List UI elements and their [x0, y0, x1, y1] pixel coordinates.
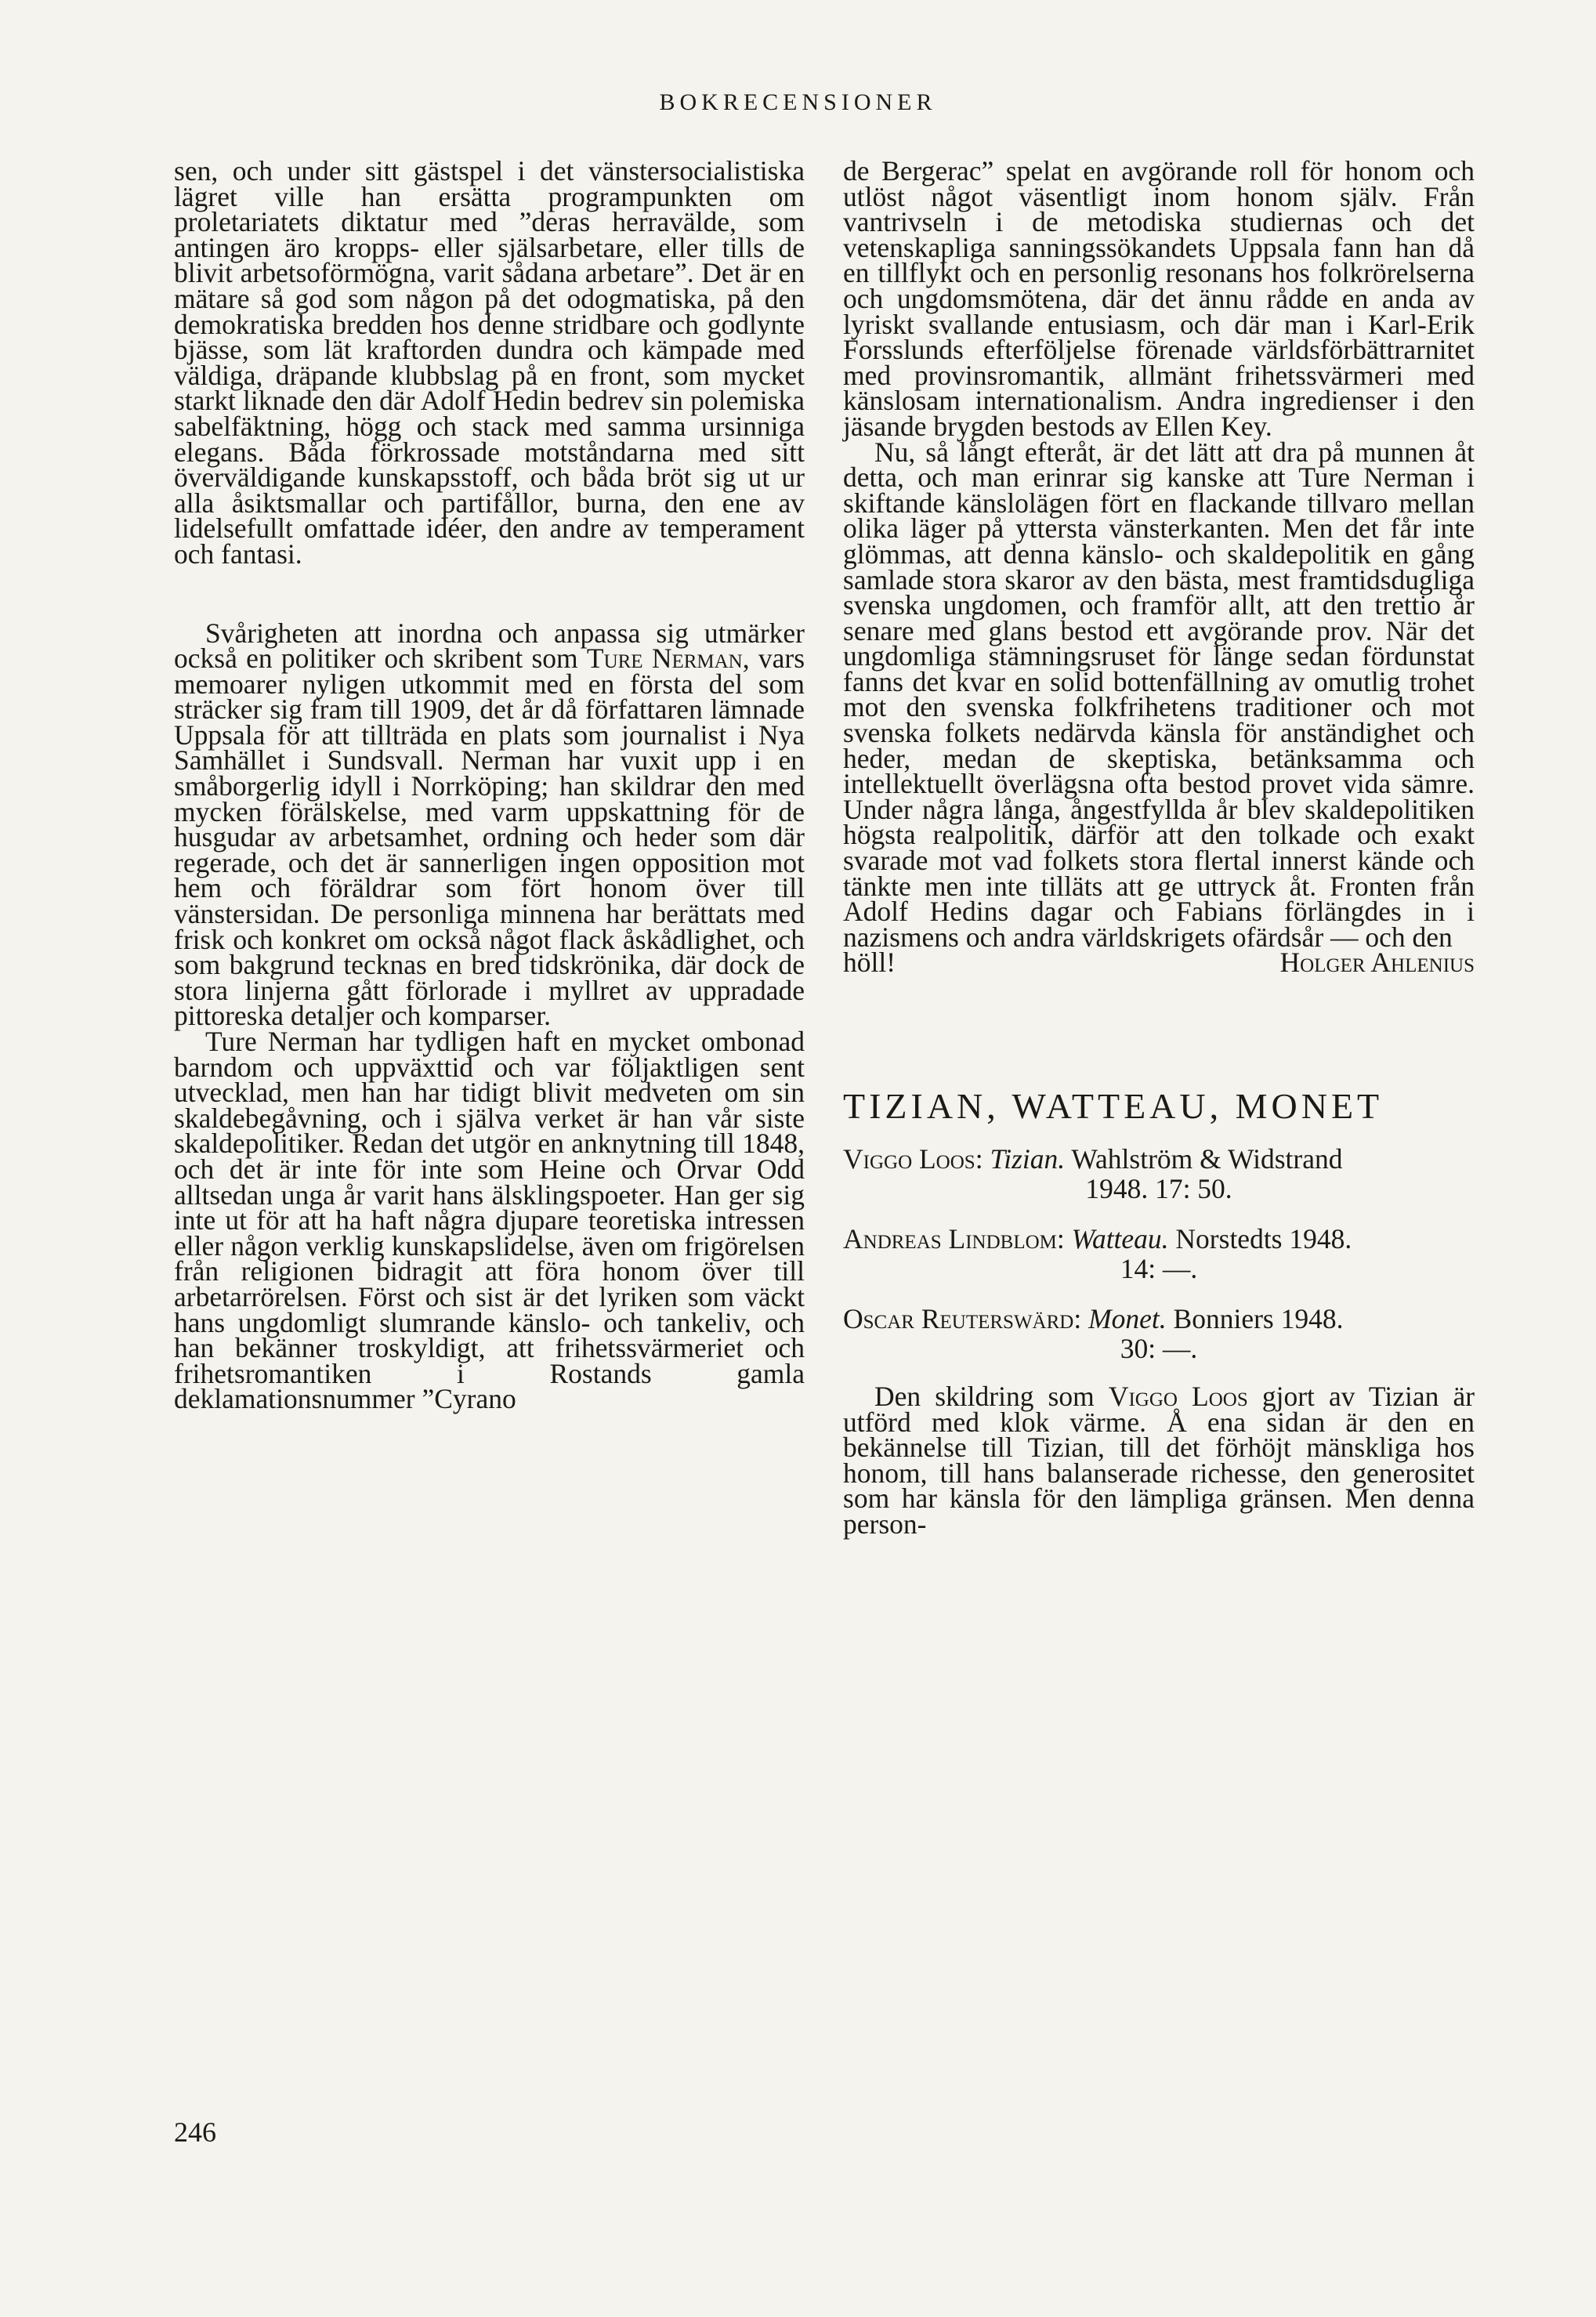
- paragraph: Ture Nerman har tydligen haft en mycket ombonad barndom och uppväxttid och var följaktligen sent utvecklad, men han har tidigt blivit medveten om sin skaldebegåvning, och i själva verket är han vår siste skaldepolitiker. Redan det utgör en anknytning till 1848, och det är inte för inte som Heine och Orvar Odd alltsedan unga år varit hans älsklingspoeter. Han ger sig inte ut för att ha haft några djupare teoretiska intressen eller någon verklig kunskapslidelse, även om frigörelsen från religionen bidragit att föra honom över till arbetarrörelsen. Först och sist är det lyriken som väckt hans ungdomligt slumrande känslo- och tankeliv, och han bekänner troskyldigt, att frihetssvärmeriet och frihetsromantiken i Rostands gamla deklamationsnummer ”Cyrano: [174, 1026, 805, 1415]
- paragraph-end: höll!: [843, 947, 896, 979]
- ref-author: Viggo Loos: [843, 1143, 975, 1175]
- paragraph: [843, 1381, 1475, 1540]
- ref-price: 1948. 17: 50.: [1085, 1173, 1232, 1204]
- ref-title: Tizian.: [990, 1143, 1066, 1175]
- signature-line: [843, 947, 1475, 979]
- paragraph: de Bergerac” spelat en avgörande roll för honom och utlöst något väsentligt inom honom själv. Från vantrivseln i de metodiska studiernas och det vetenskapliga sanningssökandets Uppsala fann han då en tillflykt och en personlig resonans hos folkrörelserna och ungdomsmötena, där det ännu rådde en anda av lyriskt svallande entusiasm, och där man i Karl-Erik Forsslunds efterföljelse förenade världsförbättrarnitet med provinsromantik, allmänt frihetssvärmeri med känslosam internationalism. Andra ingredienser i den jäsande brygden bestods av Ellen Key.: [843, 155, 1475, 442]
- paragraph: Nu, så långt efteråt, är det lätt att dra på munnen åt detta, och man erinrar sig kanske att Ture Nerman i skiftande känslolägen fört en flackande tillvaro mellan olika läger på yttersta vänsterkanten. Men det får inte glömmas, att denna känslo- och skaldepolitik en gång samlade stora skaror av den bästa, mest framtidsdugliga svenska ungdomen, och framför allt, att den trettio år senare med glans bestod ett avgörande prov. När det ungdomliga stämningsruset för länge sedan fördunstat fanns det kvar en solid bottenfällning av omutlig trohet mot den svenska folkfrihetens traditioner och mot svenska folkets nedärvda känsla för anständighet och heder, medan de skeptiska, betänksamma och intellektuellt överlägsna ofta bestod provet vida sämre. Under några långa, ångestfyllda år blev skaldepolitiken högsta realpolitik, därför att den tolkade och exakt svarade mot vad folkets stora flertal innerst kände och tänkte men inte tilläts att ge uttryck åt. Fronten från Adolf Hedins dagar och Fabians förlängdes in i nazismens och andra världskrigets ofärdsår — och den: [843, 436, 1475, 953]
- page-number: 246: [174, 2116, 216, 2148]
- ref-sep: :: [1056, 1223, 1065, 1254]
- author-name: Viggo Loos: [1108, 1381, 1248, 1412]
- paragraph-text: Svårigheten att inordna och anpassa sig utmärker också en politiker och skribent som: [174, 617, 805, 675]
- ref-publisher: Bonniers 1948.: [1173, 1303, 1344, 1334]
- ref-title: Watteau.: [1071, 1223, 1169, 1254]
- paragraph-gap: [174, 567, 805, 621]
- paragraph-text: gjort av Tizian är utförd med klok värme. Å ena sidan är den en bekännelse till Tizian, till det förhöjt mänskliga hos honom, till hans balanserade richesse, den generositet som har känsla för den lämpliga gränsen. Men denna person-: [843, 1381, 1475, 1540]
- ref-author: Andreas Lindblom: [843, 1223, 1057, 1254]
- left-column: [174, 155, 805, 1415]
- ref-author: Oscar Reuterswärd: [843, 1303, 1074, 1334]
- author-name: Ture Nerman,: [586, 643, 750, 675]
- ref-publisher: Wahlström & Widstrand: [1071, 1143, 1343, 1175]
- ref-publisher: Norstedts 1948.: [1175, 1223, 1352, 1254]
- book-reference: [843, 1144, 1475, 1204]
- paragraph: sen, och under sitt gästspel i det vänstersocialistiska lägret ville han ersätta programpunkten om proletariatets diktatur med ”deras herravälde, som antingen äro kropps- eller själsarbetare, eller tills de blivit arbetsoförmögna, varit sådana arbetare”. Det är en mätare så god som någon på det odogmatiska, på den demokratiska bredden hos denne stridbare och godlynte bjässe, som lät kraftorden dundra och kämpade med väldiga, dräpande klubbslag på en front, som mycket starkt liknade den där Adolf Hedin bedrev sin polemiska sabelfäktning, högg och stack med samma ursinniga elegans. Båda förkrossade motståndarna med sitt överväldigande kunskapsstoff, och båda bröt sig ut ur alla åsiktsmallar och partifållor, burna, den ene av lidelsefullt omfattade idéer, den andre av temperament och fantasi.: [174, 155, 805, 570]
- book-reference: [843, 1224, 1475, 1283]
- right-column: [843, 155, 1475, 1540]
- paragraph: [174, 617, 805, 1032]
- ref-sep: :: [975, 1143, 983, 1175]
- ref-price: 30: —.: [1120, 1333, 1198, 1364]
- ref-sep: :: [1073, 1303, 1082, 1334]
- section-title: TIZIAN, WATTEAU, MONET: [843, 1086, 1384, 1126]
- ref-price: 14: —.: [1120, 1253, 1198, 1284]
- review-signature: Holger Ahlenius: [1279, 947, 1475, 979]
- running-header: BOKRECENSIONER: [659, 89, 937, 115]
- book-reference: [843, 1304, 1475, 1363]
- paragraph-text: Den skildring som: [874, 1381, 1095, 1412]
- paragraph-text: vars memoarer nyligen utkommit med en första del som sträcker sig fram till 1909, det år då författaren lämnade Uppsala för att tillträda en plats som journalist i Nya Samhället i Sundsvall. Nerman har vuxit upp i en småborgerlig idyll i Norrköping; han skildrar den med mycken förälskelse, med varm uppskattning för de husgudar av arbetsamhet, ordning och heder som där regerade, och det är sannerligen ingen opposition mot hem och föräldrar som fört honom över till vänstersidan. De personliga minnena har berättats med frisk och konkret om också något flack åskådlighet, och som bakgrund tecknas en bred tidskrönika, där dock de stora linjerna gått förlorade i myllret av uppradade pittoreska detaljer och komparser.: [174, 643, 805, 1032]
- ref-title: Monet.: [1088, 1303, 1167, 1334]
